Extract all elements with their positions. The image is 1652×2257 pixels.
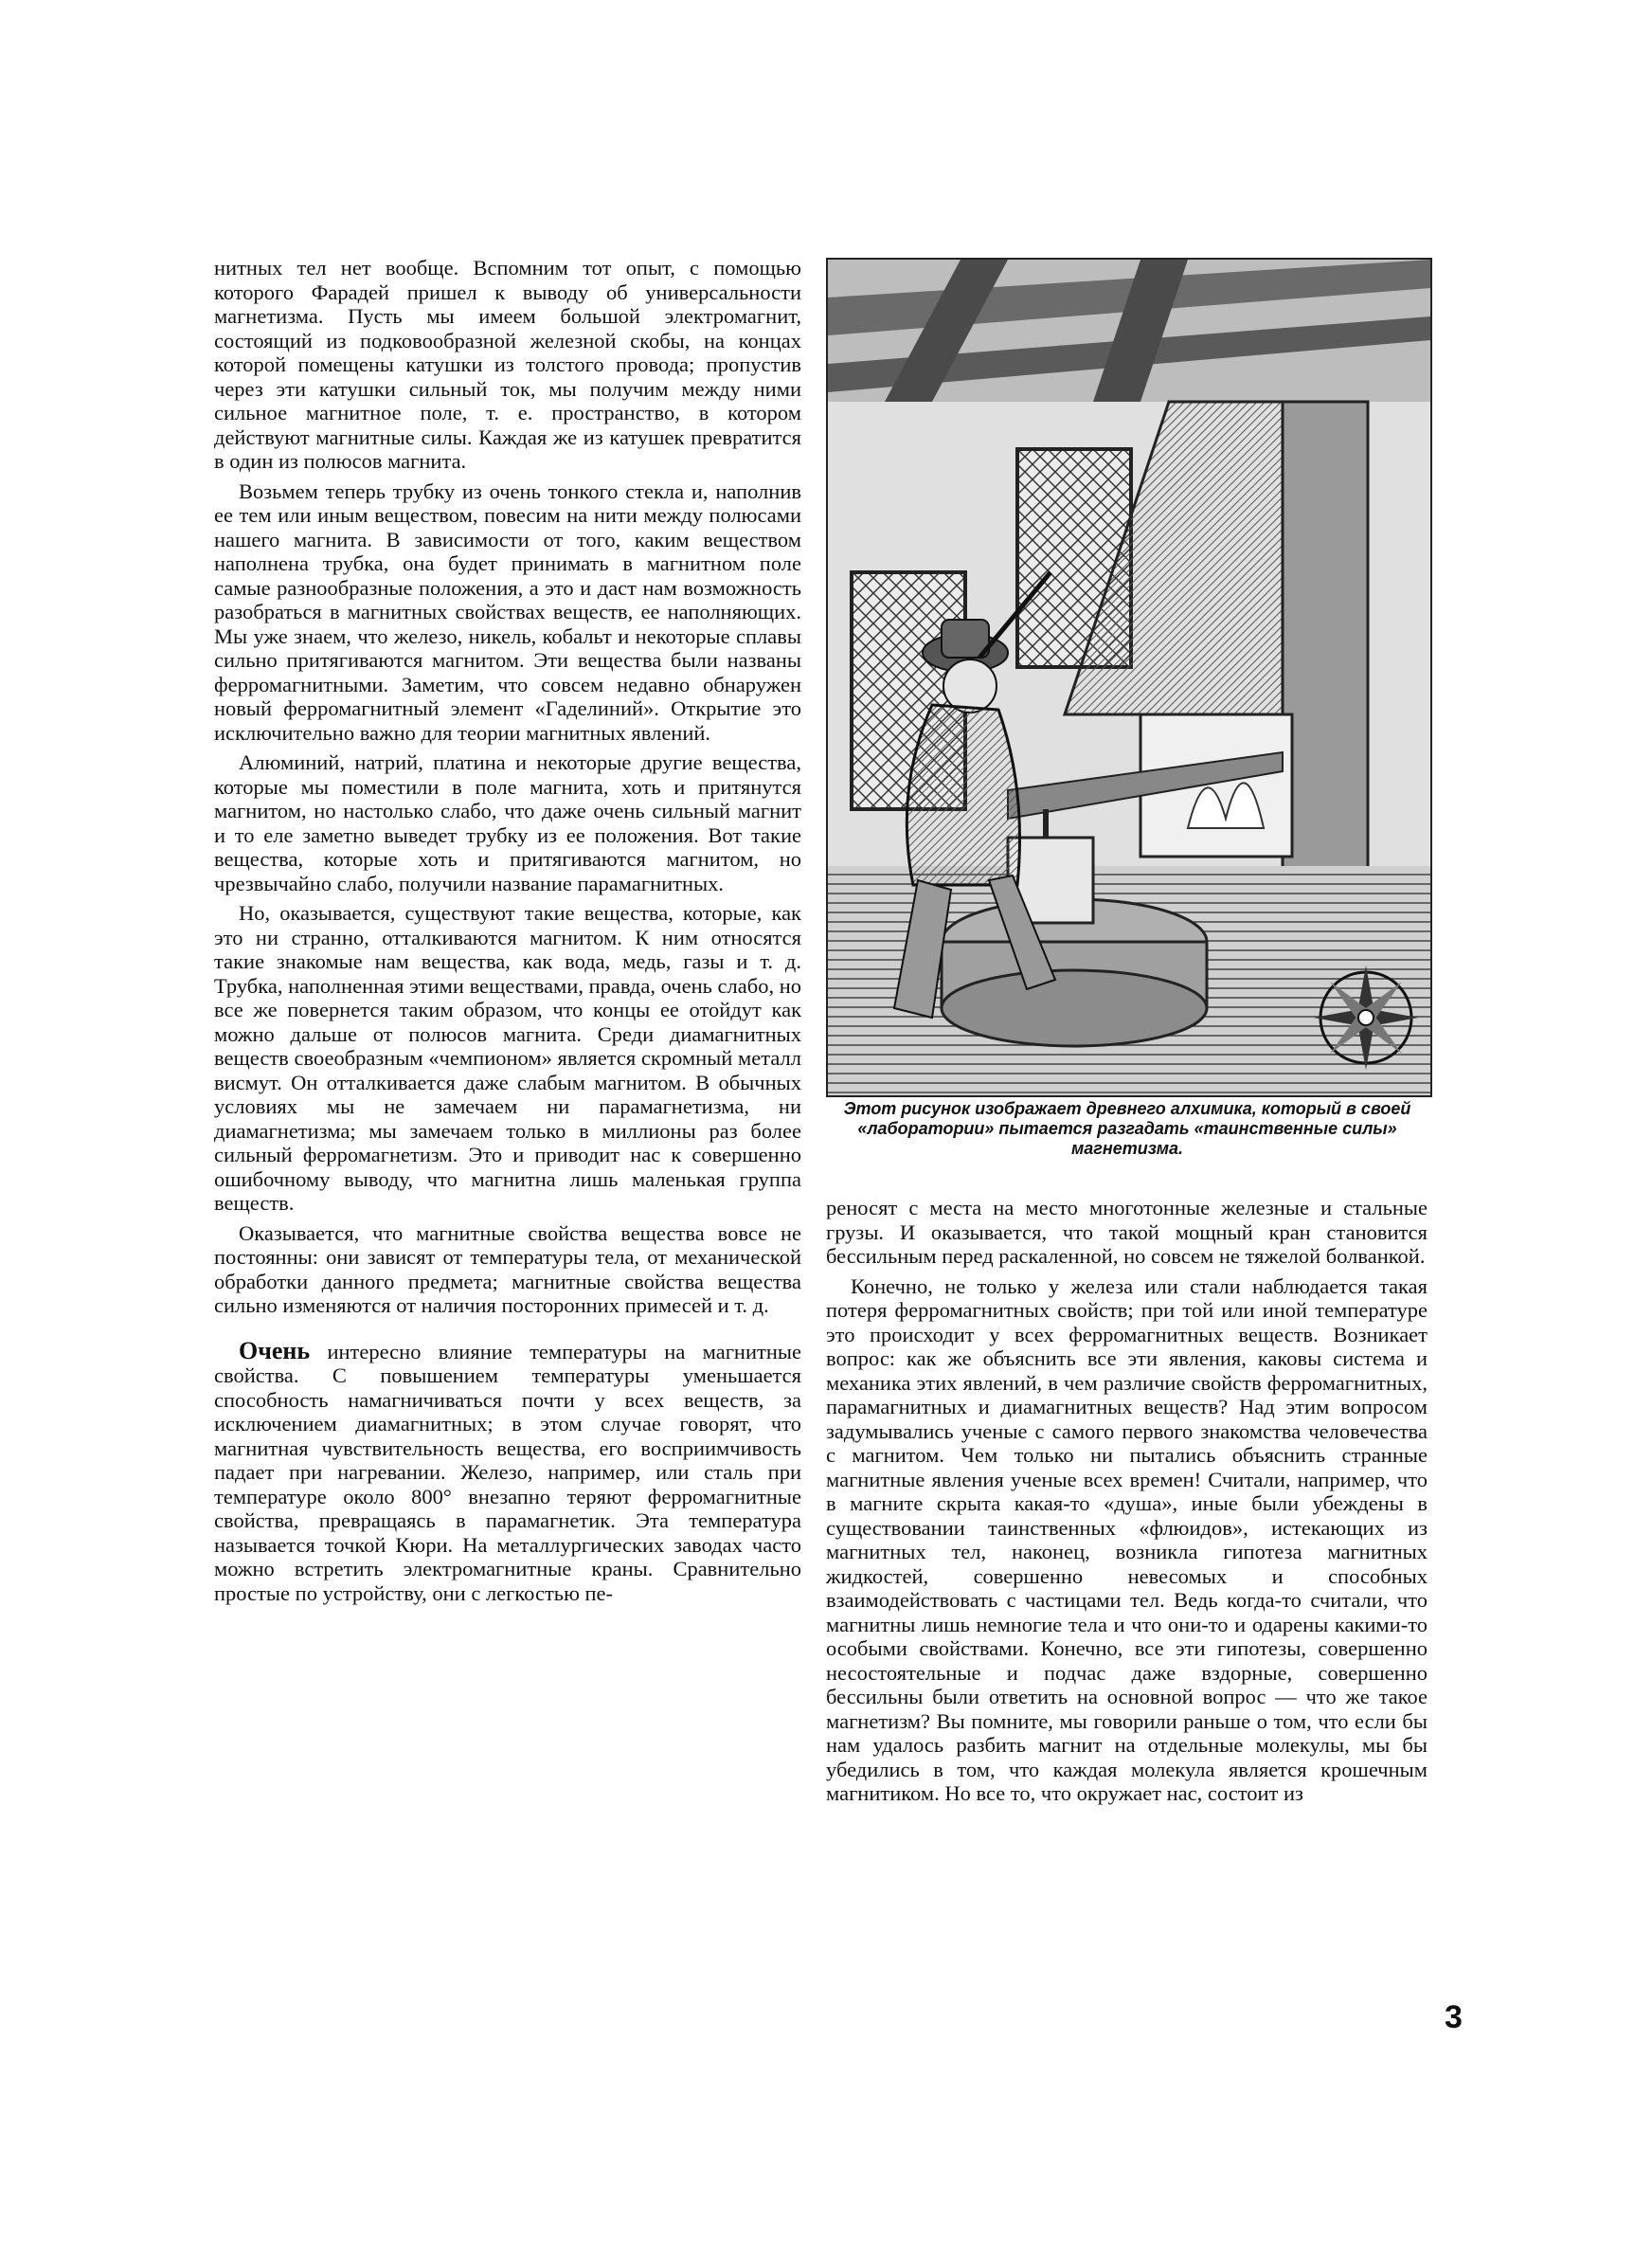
paragraph-properties: Оказывается, что магнитные свойства вещества вовсе не постоянны: они зависят от температуры тела, от механической обработки данного предмета; магнитные свойства вещества сильно изменяются от наличия посторонних примесей и т. д. [214,1220,801,1317]
alchemist-illustration [826,258,1432,1097]
paragraph-cranes: реносят с места на место многотонные железные и стальные грузы. И оказывается, что такой мощный кран становится бессильным перед раскаленной, но совсем не тяжелой болванкой. [826,1196,1428,1268]
paragraph-diamagnetic: Но, оказывается, существуют такие вещества, которые, как это ни странно, отталкиваются магнитом. К ним относятся такие знакомые нам вещества, как вода, медь, газы и т. д. Трубка, наполненная этими веществами, правда, очень слабо, но все же повернется таким образом, что концы ее отойдут как можно дальше от полюсов магнита. Среди диамагнитных веществ своеобразным «чемпионом» является скромный металл висмут. Он отталкивается даже слабым магнитом. В обычных условиях мы не замечаем ни парамагнетизма, ни диамагнетизма; мы замечаем только в миллионы раз более сильный ферромагнетизм. Это и приводит нас к совершенно ошибочному выводу, что магнитна лишь маленькая группа веществ. [214,901,801,1215]
paragraph-temperature [214,1336,801,1606]
paragraph-tube: Возьмем теперь трубку из очень тонкого стекла и, наполнив ее тем или иным веществом, повесим на нити между полюсами нашего магнита. В зависимости от того, каким веществом наполнена трубка, она будет принимать в магнитном поле самые разнообразные положения, а это и даст нам возможность разобраться в магнитных свойствах веществ, ее наполняющих. Мы уже знаем, что железо, никель, кобальт и некоторые сплавы сильно притягиваются магнитом. Эти вещества были названы ферромагнитными. Заметим, что совсем недавно обнаружен новый ферромагнитный элемент «Гаделиний». Открытие это исключительно важно для теории магнитных явлений. [214,478,801,745]
paragraph-temperature-lead: Очень [239,1336,311,1364]
paragraph-faraday: нитных тел нет вообще. Вспомним тот опыт, с помощью которого Фарадей пришел к выводу об универсальности магнетизма. Пусть мы имеем большой электромагнит, состоящий из подковообразной железной скобы, на концах которой помещены катушки из толстого провода; пропустив через эти катушки сильный ток, мы получим между ними сильное магнитное поле, т. е. пространство, в котором действуют магнитные силы. Каждая же из катушек превратится в один из полюсов магнита. [214,256,801,473]
left-column [214,256,801,1611]
paragraph-hypotheses: Конечно, не только у железа или стали наблюдается такая потеря ферромагнитных свойств; при той или иной температуре это происходит у всех ферромагнитных веществ. Возникает вопрос: как же объяснить все эти явления, каковы система и механика этих явлений, в чем различие свойств ферромагнитных, парамагнитных и диамагнитных веществ? Над этим вопросом задумывались ученые с самого первого знакомства человечества с магнитом. Чем только ни пытались объяснить странные магнитные явления ученые всех времен! Считали, например, что в магните скрыта какая-то «душа», иные были убеждены в существовании таинственных «флюидов», истекающих из магнитных тел, наконец, возникла гипотеза магнитных жидкостей, совершенно невесомых и способных взаимодействовать с частицами тел. Ведь когда-то считали, что магнитны лишь немногие тела и что они-то и одарены какими-то особыми свойствами. Конечно, все эти гипотезы, совершенно несостоятельные и подчас даже вздорные, совершенно бессильны были ответить на основной вопрос — что же такое магнетизм? Вы помните, мы говорили раньше о том, что если бы нам удалось разбить магнит на отдельные молекулы, мы бы убедились в том, что каждая молекула является крошечным магнитиком. Но все то, что окружает нас, состоит из [826,1273,1428,1805]
figure-caption: Этот рисунок изображает древнего алхимика, который в своей «лаборатории» пытается разгадать «таинственные силы» магнетизма. [843,1099,1411,1158]
page-number: 3 [1445,1999,1463,2035]
paragraph-temperature-text: интересно влияние температуры на магнитные свойства. С повышением температуры уменьшается способность намагничиваться почти у всех веществ, за исключением диамагнитных; в этом случае говорят, что магнитная чувствительность вещества, его восприимчивость падает при нагревании. Железо, например, или сталь при температуре около 800° внезапно теряют ферромагнитные свойства, превращаясь в парамагнетик. Эта температура называется точкой Кюри. На металлургических заводах часто можно встретить электромагнитные краны. Сравнительно простые по устройству, они с легкостью пе- [214,1339,801,1605]
right-column [826,1196,1428,1812]
paragraph-paramagnetic: Алюминий, натрий, платина и некоторые другие вещества, которые мы поместили в поле магнита, хоть и притянутся магнитом, но настолько слабо, что даже очень сильный магнит и то еле заметно выведет трубку из ее положения. Вот такие вещества, которые хоть и притягиваются магнитом, но чрезвычайно слабо, получили название парамагнитных. [214,750,801,895]
